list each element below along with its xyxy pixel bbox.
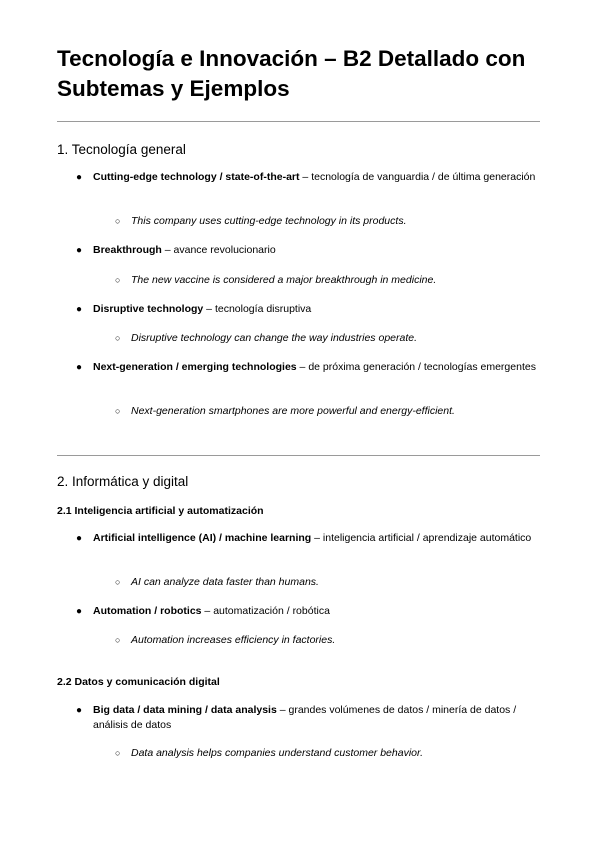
meaning: tecnología disruptiva [214, 303, 312, 315]
bullet-icon: ● [76, 533, 83, 544]
term: Disruptive technology [93, 303, 204, 315]
meaning: avance revolucionario [173, 244, 276, 256]
example-text: This company uses cutting-edge technology in its products. [131, 215, 407, 227]
list-item [76, 604, 548, 619]
separator: – [276, 704, 289, 716]
separator: – [299, 171, 312, 183]
example-item [115, 575, 551, 589]
divider [57, 121, 540, 122]
circle-bullet-icon: ○ [115, 748, 121, 758]
list-item [76, 243, 548, 258]
example-text: The new vaccine is considered a major breakthrough in medicine. [131, 274, 437, 286]
section-heading: 2. Informática y digital [57, 474, 189, 489]
bullet-icon: ● [76, 172, 83, 183]
example-item [115, 404, 551, 418]
divider [57, 455, 540, 456]
list-item [76, 531, 548, 546]
meaning: inteligencia artificial / aprendizaje automático [322, 532, 532, 544]
meaning: tecnología de vanguardia / de última generación [311, 171, 536, 183]
separator: – [203, 303, 215, 315]
bullet-icon: ● [76, 304, 83, 315]
circle-bullet-icon: ○ [115, 275, 121, 285]
example-text: Next-generation smartphones are more powerful and energy-efficient. [131, 405, 455, 417]
circle-bullet-icon: ○ [115, 216, 121, 226]
bullet-icon: ● [76, 705, 83, 716]
example-text: Disruptive technology can change the way industries operate. [131, 332, 418, 344]
meaning: de próxima generación / tecnologías emergentes [308, 361, 536, 373]
list-item [76, 360, 548, 375]
example-item [115, 273, 551, 287]
example-text: Automation increases efficiency in factories. [131, 634, 336, 646]
example-item [115, 746, 551, 760]
example-text: Data analysis helps companies understand customer behavior. [131, 747, 424, 759]
list-item [76, 302, 548, 317]
circle-bullet-icon: ○ [115, 577, 121, 587]
subsection-heading: 2.1 Inteligencia artificial y automatización [57, 505, 264, 517]
list-item [76, 703, 548, 733]
separator: – [311, 532, 323, 544]
section-heading: 1. Tecnología general [57, 142, 186, 157]
document-title: Tecnología e Innovación – B2 Detallado con Subtemas y Ejemplos [57, 46, 526, 101]
circle-bullet-icon: ○ [115, 635, 121, 645]
bullet-icon: ● [76, 362, 83, 373]
term: Artificial intelligence (AI) / machine learning [93, 532, 312, 544]
circle-bullet-icon: ○ [115, 406, 121, 416]
example-item [115, 214, 551, 228]
separator: – [296, 361, 309, 373]
example-item [115, 633, 551, 647]
subsection-heading: 2.2 Datos y comunicación digital [57, 676, 220, 688]
meaning: automatización / robótica [213, 605, 330, 617]
circle-bullet-icon: ○ [115, 333, 121, 343]
term: Automation / robotics [93, 605, 202, 617]
bullet-icon: ● [76, 245, 83, 256]
bullet-icon: ● [76, 606, 83, 617]
separator: – [201, 605, 214, 617]
term: Next-generation / emerging technologies [93, 361, 297, 373]
separator: – [161, 244, 174, 256]
meaning: grandes volúmenes de datos / minería de datos / análisis de datos [93, 704, 517, 731]
term: Cutting-edge technology / state-of-the-art [93, 171, 300, 183]
term: Big data / data mining / data analysis [93, 704, 277, 716]
example-text: AI can analyze data faster than humans. [131, 576, 319, 588]
example-item [115, 331, 551, 345]
list-item [76, 170, 548, 185]
term: Breakthrough [93, 244, 162, 256]
